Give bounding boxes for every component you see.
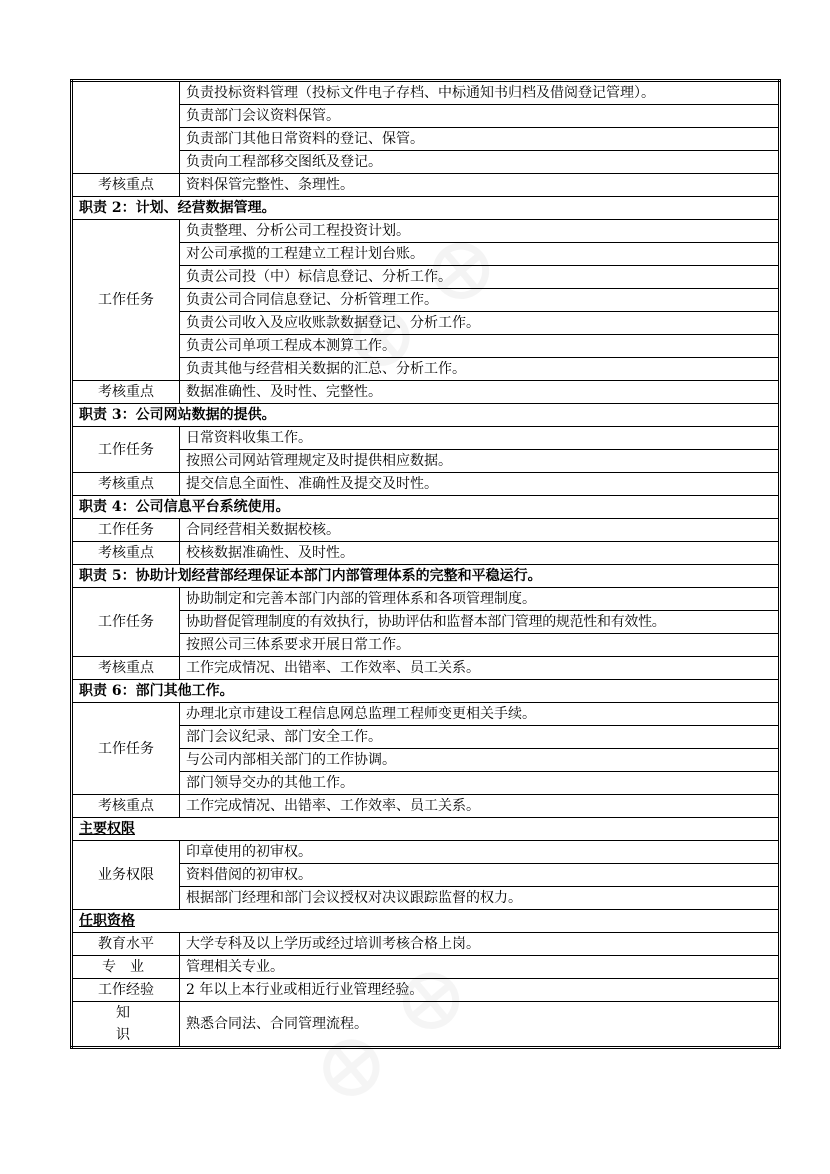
table-row <box>72 81 780 105</box>
job-description-page <box>70 79 781 1049</box>
authority-label: 业务权限 <box>72 841 180 910</box>
job-description-table <box>70 79 781 1049</box>
duty5-focus-label: 考核重点 <box>72 657 180 680</box>
duty2-focus-label: 考核重点 <box>72 381 180 404</box>
table-row <box>72 197 780 220</box>
duty2-task: 负责公司合同信息登记、分析管理工作。 <box>180 289 780 312</box>
duty4-focus-label: 考核重点 <box>72 542 180 565</box>
duty6-focus-label: 考核重点 <box>72 795 180 818</box>
table-row <box>72 680 780 703</box>
table-row <box>72 565 780 588</box>
qualification-section-cell <box>72 910 780 933</box>
duty6-task: 部门会议纪录、部门安全工作。 <box>180 726 780 749</box>
duty5-task-label: 工作任务 <box>72 588 180 657</box>
experience-value: 2 年以上本行业或相近行业管理经验。 <box>180 979 780 1002</box>
authority-title: 主要权限 <box>79 821 135 837</box>
table-row <box>72 588 780 611</box>
duty6-task: 办理北京市建设工程信息网总监理工程师变更相关手续。 <box>180 703 780 726</box>
table-row <box>72 956 780 979</box>
education-value: 大学专科及以上学历或经过培训考核合格上岗。 <box>180 933 780 956</box>
table-row <box>72 542 780 565</box>
table-row <box>72 979 780 1002</box>
duty2-task: 负责其他与经营相关数据的汇总、分析工作。 <box>180 358 780 381</box>
duty1-focus: 资料保管完整性、条理性。 <box>180 174 780 197</box>
duty6-task-label: 工作任务 <box>72 703 180 795</box>
authority-section-cell <box>72 818 780 841</box>
table-row <box>72 703 780 726</box>
table-row <box>72 818 780 841</box>
duty2-title: 职责 2：计划、经营数据管理。 <box>72 197 780 220</box>
authority-item: 根据部门经理和部门会议授权对决议跟踪监督的权力。 <box>180 887 780 910</box>
table-row <box>72 795 780 818</box>
table-row <box>72 910 780 933</box>
authority-item: 资料借阅的初审权。 <box>180 864 780 887</box>
duty6-task: 与公司内部相关部门的工作协调。 <box>180 749 780 772</box>
table-row <box>72 657 780 680</box>
duty6-title: 职责 6：部门其他工作。 <box>72 680 780 703</box>
table-row <box>72 404 780 427</box>
knowledge-label: 知识 <box>72 1002 180 1048</box>
table-row <box>72 841 780 864</box>
duty3-task: 按照公司网站管理规定及时提供相应数据。 <box>180 450 780 473</box>
duty3-title: 职责 3：公司网站数据的提供。 <box>72 404 780 427</box>
duty2-task: 对公司承揽的工程建立工程计划台账。 <box>180 243 780 266</box>
duty3-task-label: 工作任务 <box>72 427 180 473</box>
table-row <box>72 473 780 496</box>
table-row <box>72 496 780 519</box>
duty1-task: 负责投标资料管理（投标文件电子存档、中标通知书归档及借阅登记管理）。 <box>180 81 780 105</box>
experience-label: 工作经验 <box>72 979 180 1002</box>
duty2-focus: 数据准确性、及时性、完整性。 <box>180 381 780 404</box>
table-row <box>72 933 780 956</box>
duty1-focus-label: 考核重点 <box>72 174 180 197</box>
duty6-task: 部门领导交办的其他工作。 <box>180 772 780 795</box>
duty2-task: 负责公司投（中）标信息登记、分析工作。 <box>180 266 780 289</box>
duty2-task: 负责公司单项工程成本测算工作。 <box>180 335 780 358</box>
table-row <box>72 1002 780 1048</box>
duty5-task: 按照公司三体系要求开展日常工作。 <box>180 634 780 657</box>
duty4-focus: 校核数据准确性、及时性。 <box>180 542 780 565</box>
duty1-task-label-cell <box>72 81 180 174</box>
duty5-focus: 工作完成情况、出错率、工作效率、员工关系。 <box>180 657 780 680</box>
duty5-title: 职责 5：协助计划经营部经理保证本部门内部管理体系的完整和平稳运行。 <box>72 565 780 588</box>
table-row <box>72 381 780 404</box>
duty1-task: 负责部门会议资料保管。 <box>180 105 780 128</box>
duty2-task: 负责公司收入及应收账款数据登记、分析工作。 <box>180 312 780 335</box>
duty3-focus: 提交信息全面性、准确性及提交及时性。 <box>180 473 780 496</box>
duty1-task: 负责向工程部移交图纸及登记。 <box>180 151 780 174</box>
duty5-task: 协助制定和完善本部门内部的管理体系和各项管理制度。 <box>180 588 780 611</box>
table-row <box>72 427 780 450</box>
authority-item: 印章使用的初审权。 <box>180 841 780 864</box>
duty3-focus-label: 考核重点 <box>72 473 180 496</box>
table-row <box>72 174 780 197</box>
duty2-task-label: 工作任务 <box>72 220 180 381</box>
table-row <box>72 220 780 243</box>
major-label: 专业 <box>72 956 180 979</box>
major-value: 管理相关专业。 <box>180 956 780 979</box>
duty6-focus: 工作完成情况、出错率、工作效率、员工关系。 <box>180 795 780 818</box>
duty1-task: 负责部门其他日常资料的登记、保管。 <box>180 128 780 151</box>
duty2-task: 负责整理、分析公司工程投资计划。 <box>180 220 780 243</box>
duty4-task: 合同经营相关数据校核。 <box>180 519 780 542</box>
duty4-task-label: 工作任务 <box>72 519 180 542</box>
duty5-task: 协助督促管理制度的有效执行，协助评估和监督本部门管理的规范性和有效性。 <box>180 611 780 634</box>
education-label: 教育水平 <box>72 933 180 956</box>
table-row <box>72 519 780 542</box>
knowledge-value: 熟悉合同法、合同管理流程。 <box>180 1002 780 1048</box>
duty3-task: 日常资料收集工作。 <box>180 427 780 450</box>
duty4-title: 职责 4：公司信息平台系统使用。 <box>72 496 780 519</box>
qualification-title: 任职资格 <box>79 913 135 929</box>
